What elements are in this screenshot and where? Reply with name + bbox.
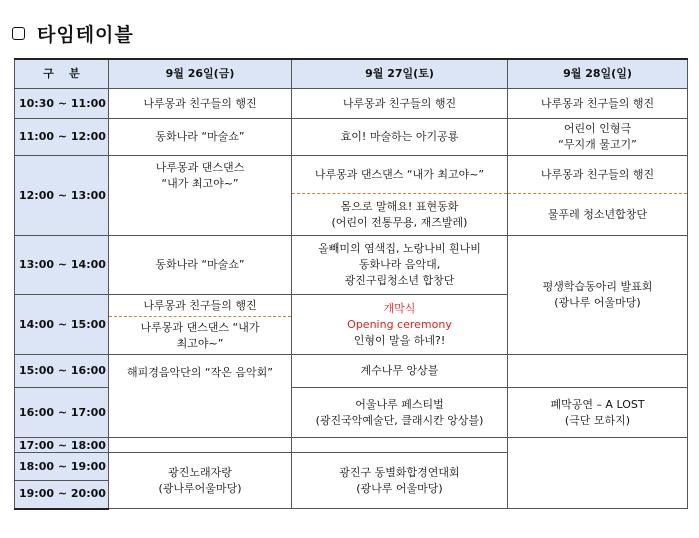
opening-ceremony-title: 개막식 — [383, 301, 416, 315]
event-cell: 나루몽과 친구들의 행진 — [292, 89, 508, 119]
event-cell: 나루몽과 친구들의 행진 — [109, 295, 292, 317]
empty-cell — [292, 438, 508, 453]
time-cell: 14:00 ~ 15:00 — [15, 295, 109, 355]
header-day-fri: 9월 26일(금) — [109, 59, 292, 89]
event-cell: 어울나루 페스티벌 (광진국악예술단, 클래시칸 앙상블) — [292, 388, 508, 438]
event-cell: 광진구 동별화합경연대회 (광나루 어울마당) — [292, 453, 508, 509]
event-cell: 광진노래자랑 (광나루어울마당) — [109, 453, 292, 509]
opening-ceremony-english: Opening ceremony — [347, 317, 452, 331]
time-cell: 19:00 ~ 20:00 — [15, 481, 109, 509]
table-row — [15, 438, 688, 453]
event-cell: 효이! 마술하는 아기공룡 — [292, 119, 508, 156]
section-heading — [12, 18, 134, 48]
event-cell: 폐막공연 – A LOST (극단 모하지) — [508, 388, 688, 438]
event-cell: 동화나라 “마술쇼” — [109, 119, 292, 156]
event-cell: 나루몽과 댄스댄스 “내가 최고야~” — [109, 156, 292, 236]
event-cell: 물푸레 청소년합창단 — [508, 194, 688, 236]
time-cell: 17:00 ~ 18:00 — [15, 438, 109, 453]
time-cell: 12:00 ~ 13:00 — [15, 156, 109, 236]
empty-cell — [109, 438, 292, 453]
event-cell: 나루몽과 친구들의 행진 — [508, 156, 688, 194]
table-row — [15, 355, 688, 388]
event-cell: 평생학습동아리 발표회 (광나루 어울마당) — [508, 236, 688, 355]
event-cell: 동화나라 “마술쇼” — [109, 236, 292, 295]
event-cell: 계수나무 앙상블 — [292, 355, 508, 388]
event-cell: 나루몽과 친구들의 행진 — [109, 89, 292, 119]
event-text: 인형이 말을 하네?! — [353, 333, 446, 347]
table-row — [15, 119, 688, 156]
page-title: 타임테이블 — [37, 23, 134, 46]
empty-cell — [508, 438, 688, 509]
event-cell: 나루몽과 댄스댄스 “내가 최고야~” — [292, 156, 508, 194]
time-cell: 16:00 ~ 17:00 — [15, 388, 109, 438]
empty-cell — [508, 355, 688, 388]
checkbox-square-icon — [12, 27, 25, 40]
event-cell: 나루몽과 댄스댄스 “내가 최고야~” — [109, 317, 292, 355]
time-cell: 11:00 ~ 12:00 — [15, 119, 109, 156]
event-cell: 해피경음악단의 “작은 음악회” — [109, 355, 292, 438]
timetable — [14, 58, 688, 510]
table-row — [15, 156, 688, 194]
header-division: 구 분 — [15, 59, 109, 89]
table-row — [15, 89, 688, 119]
time-cell: 15:00 ~ 16:00 — [15, 355, 109, 388]
opening-ceremony-cell — [292, 295, 508, 355]
header-day-sun: 9월 28일(일) — [508, 59, 688, 89]
header-day-sat: 9월 27일(토) — [292, 59, 508, 89]
event-cell: 어린이 인형극 “무지개 물고기” — [508, 119, 688, 156]
time-cell: 18:00 ~ 19:00 — [15, 453, 109, 481]
event-cell: 몸으로 말해요! 표현동화 (어린이 전통무용, 재즈발레) — [292, 194, 508, 236]
event-cell: 나루몽과 친구들의 행진 — [508, 89, 688, 119]
time-cell: 13:00 ~ 14:00 — [15, 236, 109, 295]
table-row — [15, 236, 688, 295]
event-cell: 올빼미의 염색집, 노랑나비 흰나비 동화나라 음악대, 광진구립청소년 합창단 — [292, 236, 508, 295]
time-cell: 10:30 ~ 11:00 — [15, 89, 109, 119]
header-row — [15, 59, 688, 89]
